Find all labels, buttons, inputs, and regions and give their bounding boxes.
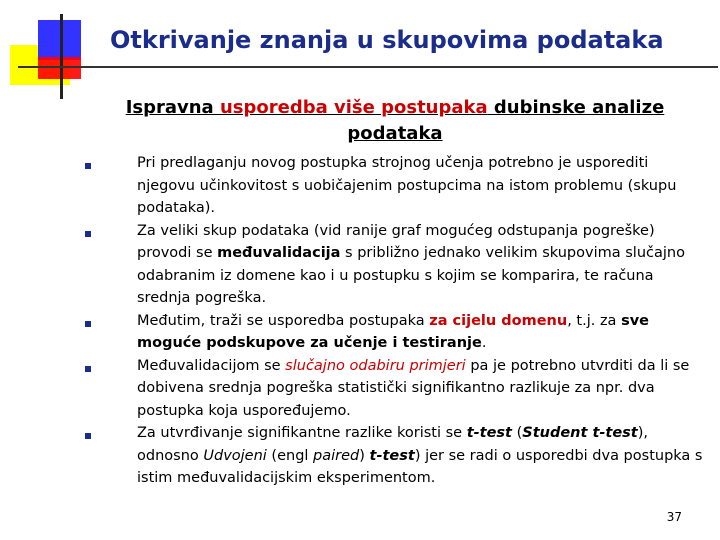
- subtitle-highlight: usporedba više postupaka: [219, 97, 488, 118]
- bullet-text: ) jer se radi o usporedbi dva postupka s istim međuvalidacijskim eksperimentom.: [137, 447, 703, 486]
- bullet-text: Za utvrđivanje signifikantne razlike koristi se: [137, 425, 467, 441]
- decor-vertical-line: [60, 14, 63, 99]
- bullet-emphasis-red: za cijelu domenu: [429, 312, 568, 329]
- bullet-item-5: [85, 422, 705, 490]
- bullet-text: .: [481, 335, 487, 351]
- subtitle-part3: dubinske analize podataka: [347, 97, 665, 144]
- bullet-text: s približno jednako velikim skupovima slučajno odabranim iz domene kao i u postupku s kojim se komparira, te računa srednja pogreška.: [137, 245, 685, 306]
- bullet-item-2: [85, 220, 705, 310]
- bullet-emphasis: t-test: [466, 425, 512, 441]
- bullet-text: Međutim, traži se usporedba postupaka: [137, 312, 430, 329]
- bullet-list: [85, 152, 705, 490]
- bullet-text: ): [359, 447, 370, 464]
- bullet-text: Za veliki skup podataka (vid ranije graf mogućeg odstupanja pogreške) provodi se: [137, 222, 655, 261]
- bullet-emphasis: Udvojeni: [203, 447, 267, 464]
- bullet-emphasis: sve moguće podskupove za učenje i testiranje: [137, 312, 649, 351]
- bullet-marker: [85, 231, 91, 237]
- bullet-text: (: [511, 425, 523, 441]
- bullet-item-3: [85, 310, 705, 355]
- page-number: 37: [666, 510, 682, 524]
- bullet-marker: [85, 433, 91, 439]
- bullet-emphasis-red: slučajno odabiru primjeri: [285, 357, 466, 374]
- bullet-emphasis: t-test: [369, 447, 415, 464]
- subtitle-part1: Ispravna: [125, 97, 220, 118]
- bullet-text: Međuvalidacijom se: [137, 357, 286, 374]
- bullet-item-4: [85, 355, 705, 423]
- bullet-text: ), odnosno: [137, 425, 649, 464]
- decor-horizontal-line: [18, 66, 718, 68]
- bullet-marker: [85, 163, 91, 169]
- bullet-marker: [85, 366, 91, 372]
- bullet-emphasis: međuvalidacija: [217, 245, 341, 261]
- slide-subtitle: [100, 95, 690, 147]
- bullet-text: , t.j. za: [567, 312, 622, 329]
- bullet-item-1: [85, 152, 705, 220]
- bullet-emphasis: Student t-test: [522, 425, 638, 441]
- slide-title: Otkrivanje znanja u skupovima podataka: [110, 26, 664, 54]
- bullet-text: Pri predlaganju novog postupka strojnog učenja potrebno je usporediti njegovu učinkovitost s uobičajenim postupcima na istom problemu (skupu podataka).: [137, 155, 677, 216]
- bullet-emphasis: paired: [313, 447, 360, 464]
- bullet-text: pa je potrebno utvrditi da li se dobivena srednja pogreška statistički signifikantno razlikuje za npr. dva postupka koja uspoređujemo.: [137, 357, 690, 419]
- bullet-text: (engl: [266, 447, 314, 464]
- bullet-marker: [85, 321, 91, 327]
